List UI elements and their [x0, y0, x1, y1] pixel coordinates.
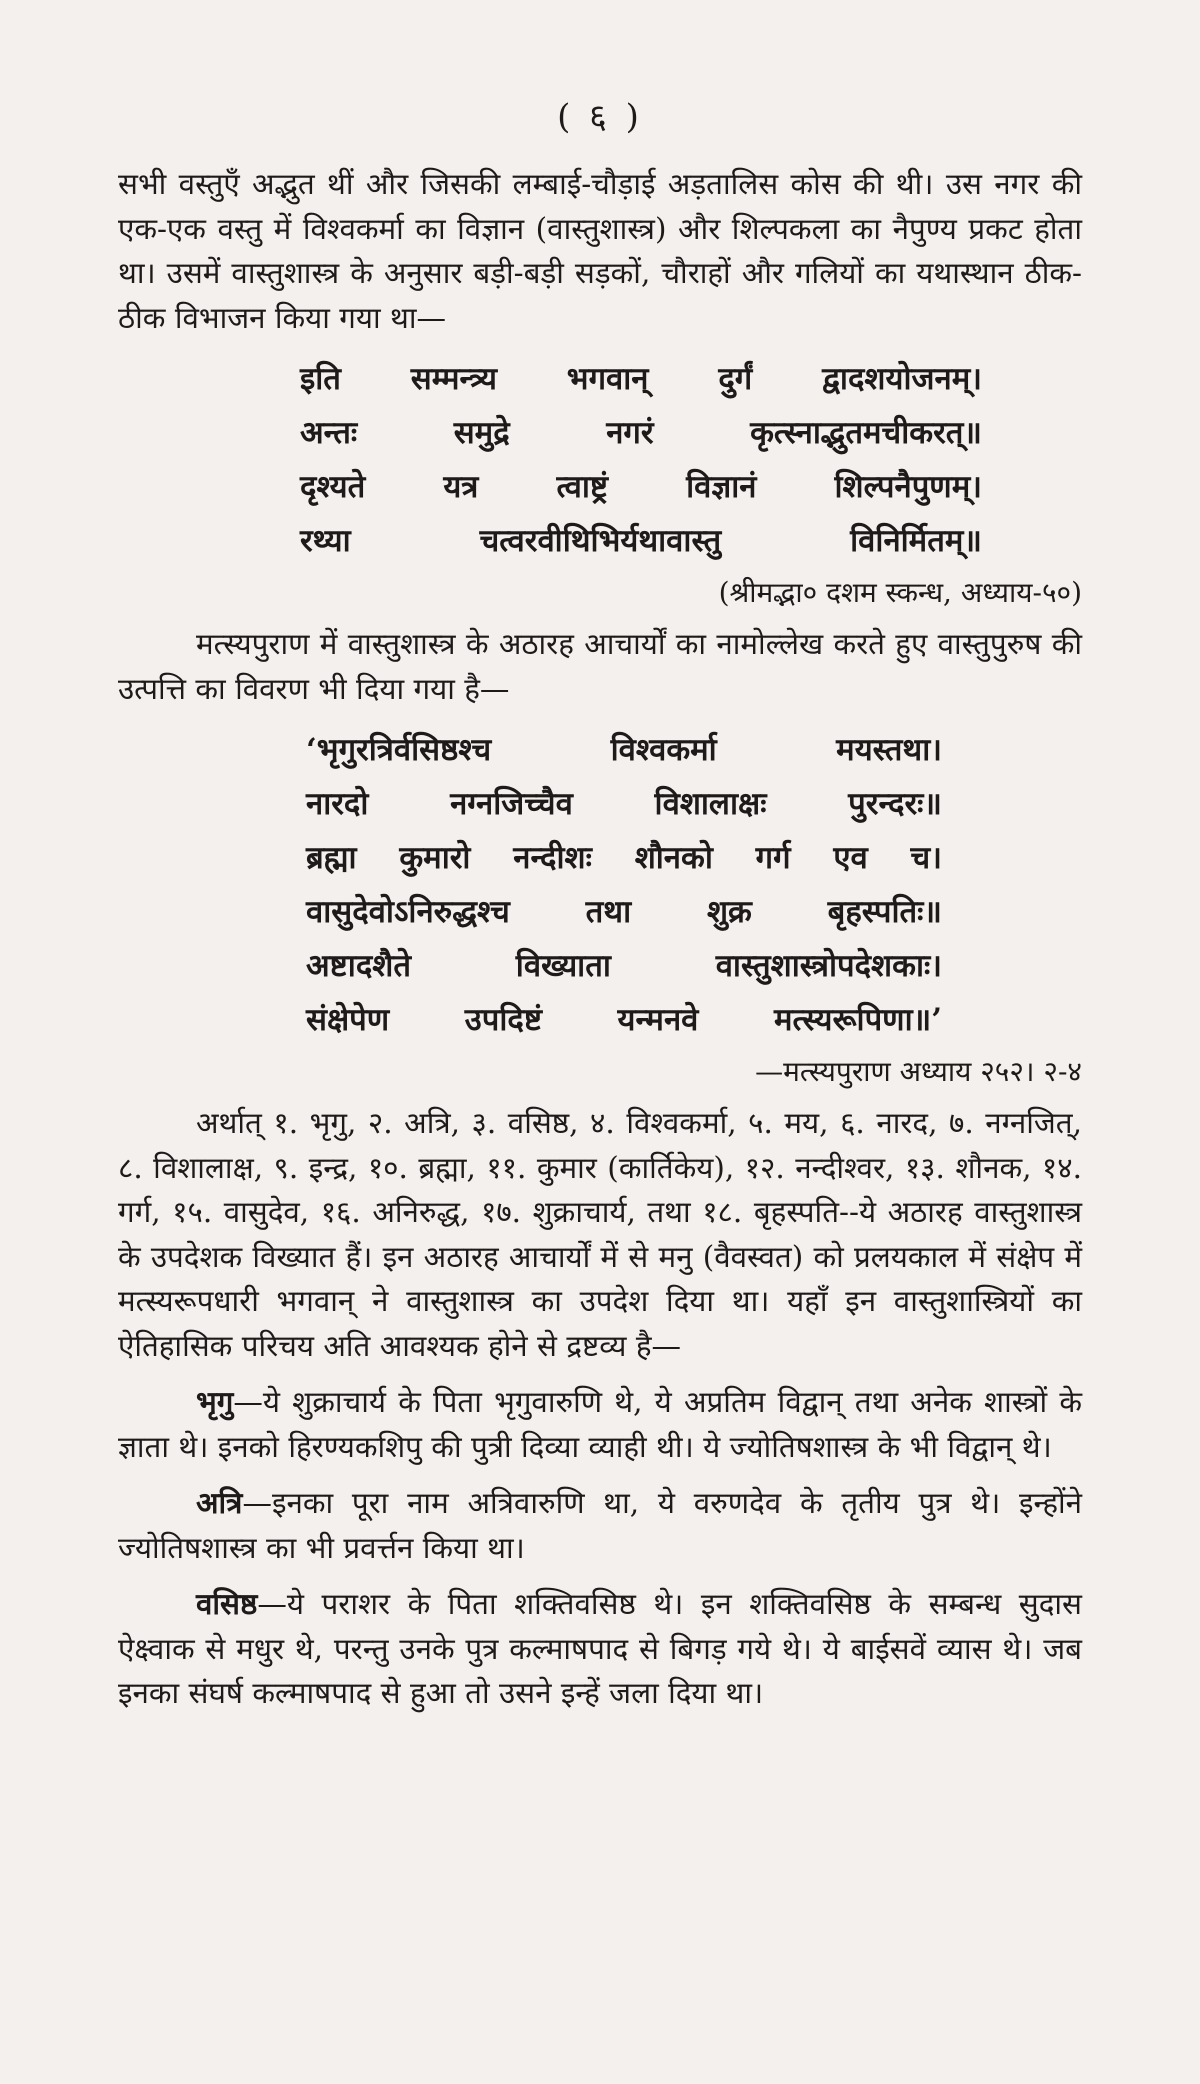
- verse-line: नारदो नग्नजिच्चैव विशालाक्षः पुरन्दरः॥: [306, 786, 942, 822]
- atri-term: अत्रि: [196, 1485, 243, 1520]
- verse-line: अन्तः समुद्रे नगरं कृत्स्नाद्भुतमचीकरत्॥: [300, 415, 982, 451]
- atri-text: —इनका पूरा नाम अत्रिवारुणि था, ये वरुणदेव के तृतीय पुत्र थे। इन्होंने ज्योतिषशास्त्र का भी प्रवर्त्तन किया था।: [118, 1486, 1082, 1565]
- matsya-intro-paragraph: मत्स्यपुराण में वास्तुशास्त्र के अठारह आचार्यों का नामोल्लेख करते हुए वास्तुपुरुष की उत्पत्ति का विवरण भी दिया गया है—: [118, 627, 1082, 706]
- bhrigu-paragraph: [118, 1380, 1082, 1469]
- acharya-list-paragraph: अर्थात् १. भृगु, २. अत्रि, ३. वसिष्ठ, ४. विश्वकर्मा, ५. मय, ६. नारद, ७. नग्नजित्, ८. विशालाक्ष, ९. इन्द्र, १०. ब्रह्मा, ११. कुमार (कार्तिकेय), १२. नन्दीश्वर, १३. शौनक, १४. गर्ग, १५. वासुदेव, १६. अनिरुद्ध, १७. शुक्राचार्य, तथा १८. बृहस्पति--ये अठारह वास्तुशास्त्र के उपदेशक विख्यात हैं। इन अठारह आचार्यों में से मनु (वैवस्वत) को प्रलयकाल में संक्षेप में मत्स्यरूपधारी भगवान् ने वास्तुशास्त्र का उपदेश दिया था। यहाँ इन वास्तुशास्त्रियों का ऐतिहासिक परिचय अति आवश्यक होने से द्रष्टव्य है—: [118, 1106, 1082, 1363]
- verse-line: वासुदेवोऽनिरुद्धश्च तथा शुक्र बृहस्पतिः॥: [306, 894, 942, 930]
- verse-line: अष्टादशैते विख्याता वास्तुशास्त्रोपदेशकाः।: [306, 948, 942, 984]
- page-number: ( ६ ): [557, 97, 643, 137]
- verse-line: ब्रह्मा कुमारो नन्दीशः शौनको गर्ग एव च।: [306, 840, 942, 876]
- verse-line: रथ्या चत्वरवीथिभिर्यथावास्तु विनिर्मितम्॥: [300, 523, 982, 559]
- vasishtha-text: —ये पराशर के पिता शक्तिवसिष्ठ थे। इन शक्तिवसिष्ठ के सम्बन्ध सुदास ऐक्ष्वाक से मधुर थे, परन्तु उनके पुत्र कल्माषपाद से बिगड़ गये थे। ये बाईसवें व्यास थे। जब इनका संघर्ष कल्माषपाद से हुआ तो उसने इन्हें जला दिया था।: [118, 1587, 1082, 1710]
- intro-paragraph: सभी वस्तुएँ अद्भुत थीं और जिसकी लम्बाई-चौड़ाई अड़तालिस कोस की थी। उस नगर की एक-एक वस्तु में विश्वकर्मा का विज्ञान (वास्तुशास्त्र) और शिल्पकला का नैपुण्य प्रकट होता था। उसमें वास्तुशास्त्र के अनुसार बड़ी-बड़ी सड़कों, चौराहों और गलियों का यथास्थान ठीक-ठीक विभाजन किया गया था—: [118, 167, 1082, 335]
- bhagavata-verse: [118, 352, 1082, 568]
- verse-line: इति सम्मन्त्र्य भगवान् दुर्गं द्वादशयोजनम्।: [300, 361, 982, 397]
- verse-line: दृश्यते यत्र त्वाष्ट्रं विज्ञानं शिल्पनैपुणम्।: [300, 469, 982, 505]
- atri-paragraph: [118, 1481, 1082, 1570]
- verse-line: ‘भृगुरत्रिर्वसिष्ठश्च विश्वकर्मा मयस्तथा।: [306, 732, 942, 768]
- bhrigu-term: भृगु: [196, 1384, 234, 1419]
- matsya-verse: [118, 723, 1082, 1047]
- bhrigu-text: —ये शुक्राचार्य के पिता भृगुवारुणि थे, ये अप्रतिम विद्वान् तथा अनेक शास्त्रों के ज्ञाता थे। इनको हिरण्यकशिपु की पुत्री दिव्या व्याही थी। ये ज्योतिषशास्त्र के भी विद्वान् थे।: [118, 1385, 1082, 1464]
- verse-line: संक्षेपेण उपदिष्टं यन्मनवे मत्स्यरूपिणा॥’: [306, 1002, 942, 1038]
- matsya-citation: —मत्स्यपुराण अध्याय २५२। २-४: [755, 1055, 1082, 1088]
- vasishtha-term: वसिष्ठ: [196, 1586, 258, 1621]
- bhagavata-citation: (श्रीमद्भा० दशम स्कन्ध, अध्याय-५०): [718, 576, 1082, 609]
- vasishtha-paragraph: [118, 1582, 1082, 1716]
